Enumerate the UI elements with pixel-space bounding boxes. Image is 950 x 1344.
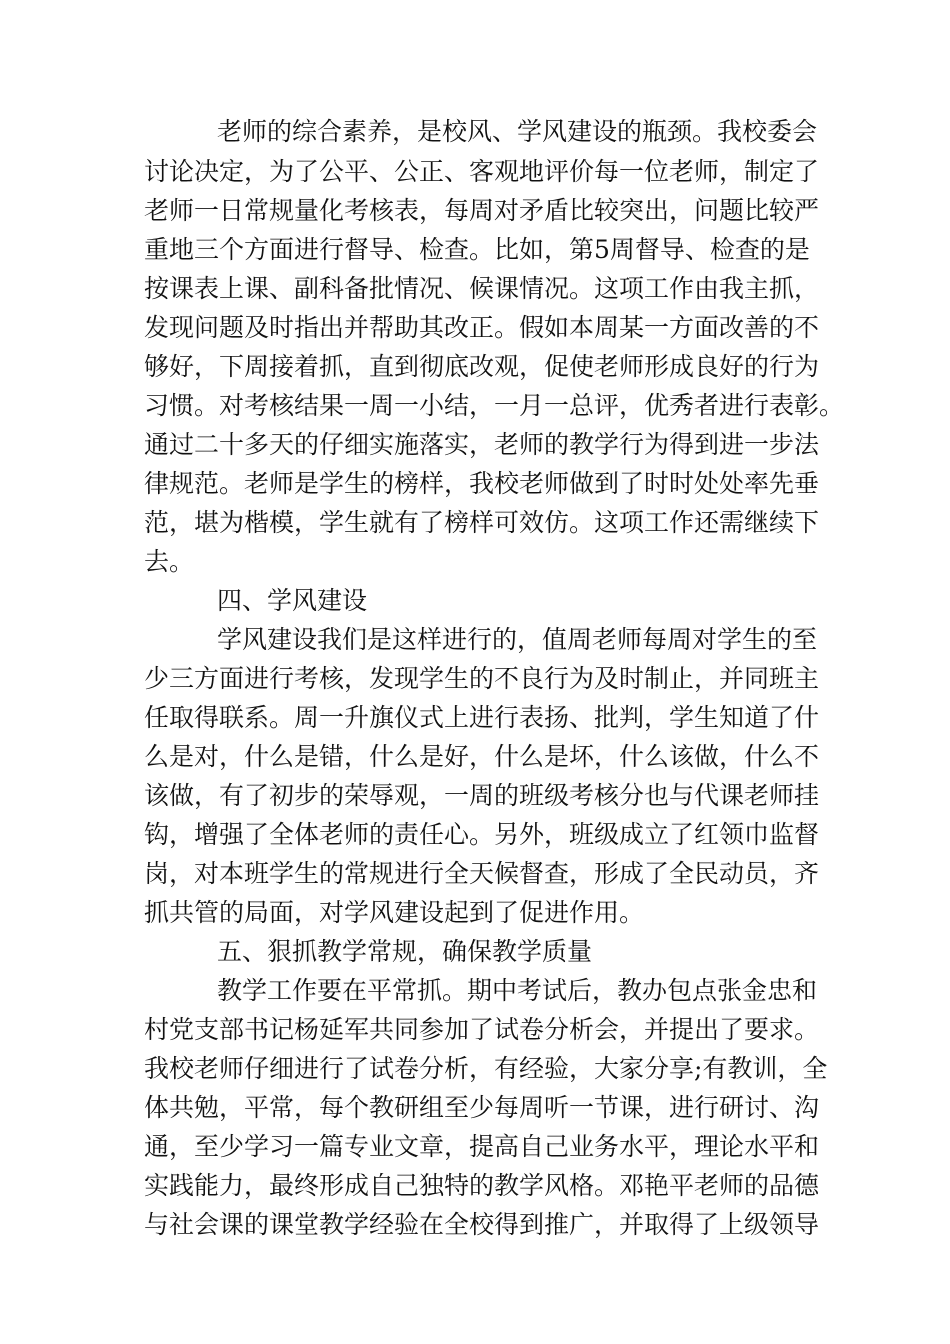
text-line: 教学工作要在平常抓。期中考试后，教办包点张金忠和 <box>217 976 818 1005</box>
text-line: 律规范。老师是学生的榜样，我校老师做到了时时处处率先垂 <box>144 469 820 498</box>
text-line: 重地三个方面进行督导、检查。比如，第5周督导、检查的是 <box>144 235 810 264</box>
text-line: 学风建设我们是这样进行的，值周老师每周对学生的至 <box>217 625 818 654</box>
text-line: 体共勉，平常，每个教研组至少每周听一节课，进行研讨、沟 <box>144 1093 820 1122</box>
text-line: 讨论决定，为了公平、公正、客观地评价每一位老师，制定了 <box>144 157 820 186</box>
section-heading: 五、狠抓教学常规，确保教学质量 <box>217 937 593 966</box>
text-line: 与社会课的课堂教学经验在全校得到推广，并取得了上级领导 <box>144 1210 820 1239</box>
text-line: 老师的综合素养，是校风、学风建设的瓶颈。我校委会 <box>217 117 818 146</box>
text-line: 抓共管的局面，对学风建设起到了促进作用。 <box>144 898 645 927</box>
text-line: 去。 <box>144 547 195 576</box>
text-line: 我校老师仔细进行了试卷分析，有经验，大家分享;有教训，全 <box>144 1054 828 1083</box>
text-line: 按课表上课、副科备批情况、候课情况。这项工作由我主抓， <box>144 274 820 303</box>
text-line: 实践能力，最终形成自己独特的教学风格。邓艳平老师的品德 <box>144 1171 820 1200</box>
text-line: 发现问题及时指出并帮助其改正。假如本周某一方面改善的不 <box>144 313 820 342</box>
text-line: 习惯。对考核结果一周一小结，一月一总评，优秀者进行表彰。 <box>144 391 845 420</box>
text-line: 么是对，什么是错，什么是好，什么是坏，什么该做，什么不 <box>144 742 820 771</box>
text-line: 村党支部书记杨延军共同参加了试卷分析会，并提出了要求。 <box>144 1015 820 1044</box>
section-heading: 四、学风建设 <box>217 586 368 615</box>
text-line: 该做，有了初步的荣辱观，一周的班级考核分也与代课老师挂 <box>144 781 820 810</box>
text-line: 通过二十多天的仔细实施落实，老师的教学行为得到进一步法 <box>144 430 820 459</box>
text-line: 通，至少学习一篇专业文章，提高自己业务水平，理论水平和 <box>144 1132 820 1161</box>
text-line: 任取得联系。周一升旗仪式上进行表扬、批判，学生知道了什 <box>144 703 820 732</box>
text-line: 范，堪为楷模，学生就有了榜样可效仿。这项工作还需继续下 <box>144 508 820 537</box>
text-line: 少三方面进行考核，发现学生的不良行为及时制止，并同班主 <box>144 664 820 693</box>
text-line: 钩，增强了全体老师的责任心。另外，班级成立了红领巾监督 <box>144 820 820 849</box>
text-line: 老师一日常规量化考核表，每周对矛盾比较突出，问题比较严 <box>144 196 820 225</box>
text-line: 岗，对本班学生的常规进行全天候督查，形成了全民动员，齐 <box>144 859 820 888</box>
text-line: 够好，下周接着抓，直到彻底改观，促使老师形成良好的行为 <box>144 352 820 381</box>
